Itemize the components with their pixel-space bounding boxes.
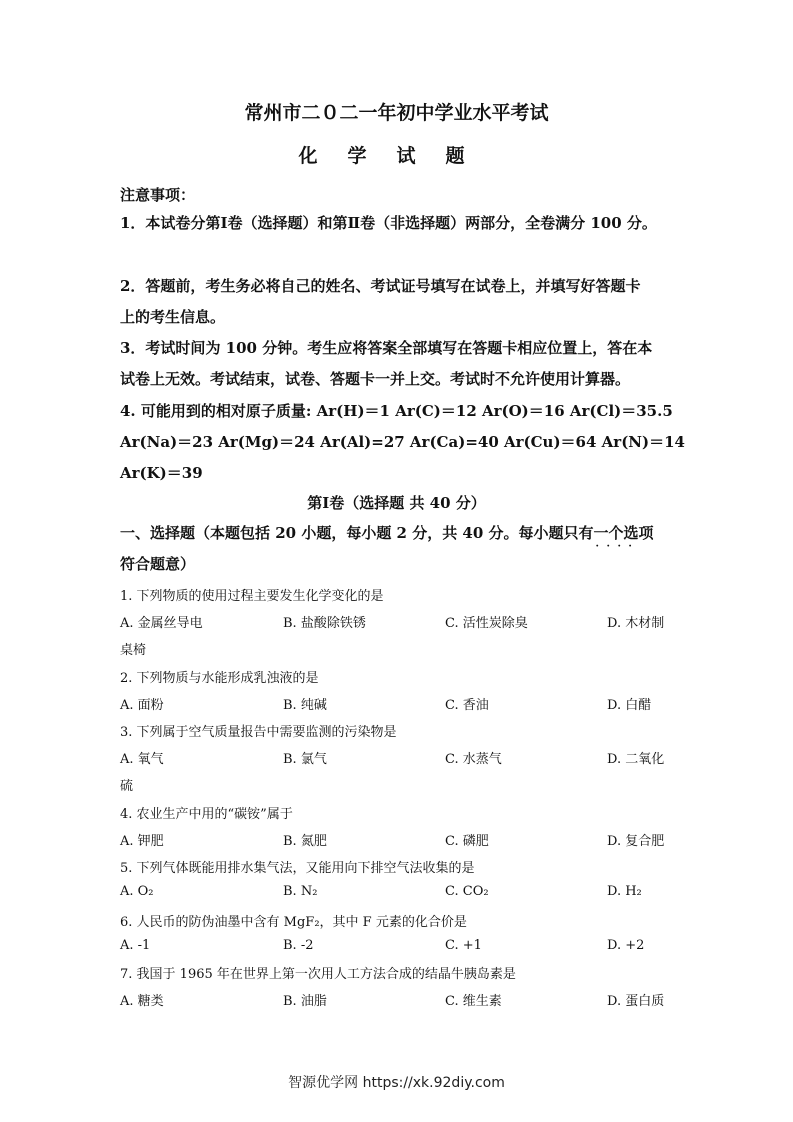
option-d: D. 白醋 bbox=[607, 698, 652, 713]
option-b: B. 盐酸除铁锈 bbox=[283, 616, 366, 631]
question-stem: 7. 我国于 1965 年在世界上第一次用人工方法合成的结晶牛胰岛素是 bbox=[120, 967, 516, 982]
option-b: B. 油脂 bbox=[283, 994, 327, 1009]
option-a: A. 面粉 bbox=[120, 698, 164, 713]
notes-heading: 注意事项： bbox=[120, 186, 196, 204]
option-a: A. O₂ bbox=[120, 884, 154, 899]
option-d: D. 二氧化 bbox=[607, 752, 665, 767]
question-stem: 1. 下列物质的使用过程主要发生化学变化的是 bbox=[120, 589, 384, 604]
part-title: 第Ⅰ卷（选择题 共 40 分） bbox=[307, 494, 486, 512]
option-c: C. 香油 bbox=[445, 698, 489, 713]
exam-subtitle: 化学试题 bbox=[298, 145, 495, 167]
question-stem: 2. 下列物质与水能形成乳浊液的是 bbox=[120, 671, 319, 686]
option-b: B. 氯气 bbox=[283, 752, 327, 767]
option-a: A. 金属丝导电 bbox=[120, 616, 203, 631]
note-2-line-2: 上的考生信息。 bbox=[120, 308, 226, 326]
option-b: B. -2 bbox=[283, 938, 314, 953]
footer-watermark: 智源优学网 https://xk.92diy.com bbox=[288, 1075, 505, 1091]
note-4-line-2: Ar(Na)＝23 Ar(Mg)＝24 Ar(Al)=27 Ar(Ca)=40 Ar(Cu)＝64 Ar(N)＝14 bbox=[120, 433, 685, 451]
option-d: D. H₂ bbox=[607, 884, 642, 899]
option-c: C. 维生素 bbox=[445, 994, 502, 1009]
option-a: A. 糖类 bbox=[120, 994, 164, 1009]
option-d: D. 蛋白质 bbox=[607, 994, 665, 1009]
option-b: B. N₂ bbox=[283, 884, 318, 899]
option-c: C. 活性炭除臭 bbox=[445, 616, 528, 631]
note-3-line-2: 试卷上无效。考试结束，试卷、答题卡一并上交。考试时不允许使用计算器。 bbox=[120, 370, 631, 388]
option-a: A. 钾肥 bbox=[120, 834, 164, 849]
option-wrap: 硫 bbox=[120, 779, 134, 794]
option-b: B. 纯碱 bbox=[283, 698, 327, 713]
question-stem: 4. 农业生产中用的“碳铵”属于 bbox=[120, 807, 293, 822]
note-3-line-1: 3．考试时间为 100 分钟。考生应将答案全部填写在答题卡相应位置上，答在本 bbox=[120, 339, 653, 357]
question-stem: 3. 下列属于空气质量报告中需要监测的污染物是 bbox=[120, 725, 397, 740]
note-4-line-3: Ar(K)＝39 bbox=[120, 464, 203, 482]
question-stem: 5. 下列气体既能用排水集气法，又能用向下排空气法收集的是 bbox=[120, 861, 475, 876]
option-c: C. 磷肥 bbox=[445, 834, 489, 849]
note-2-line-1: 2．答题前，考生务必将自己的姓名、考试证号填写在试卷上，并填写好答题卡 bbox=[120, 277, 641, 295]
instructions-text: 一、选择题（本题包括 20 小题，每小题 2 分，共 40 分。每小题只有 bbox=[120, 524, 594, 542]
note-4-line-1: 4. 可能用到的相对原子质量: Ar(H)＝1 Ar(C)＝12 Ar(O)＝16 Ar(Cl)＝35.5 bbox=[120, 402, 673, 420]
exam-title: 常州市二０二一年初中学业水平考试 bbox=[244, 102, 549, 124]
option-a: A. -1 bbox=[120, 938, 151, 953]
section-instructions-line-1 bbox=[120, 522, 654, 543]
section-instructions-line-2: 符合题意） bbox=[120, 555, 196, 573]
emphasized-phrase: 一个选项 · · · · bbox=[594, 524, 654, 542]
option-c: C. 水蒸气 bbox=[445, 752, 502, 767]
option-d: D. 木材制 bbox=[607, 616, 665, 631]
option-b: B. 氮肥 bbox=[283, 834, 327, 849]
option-c: C. CO₂ bbox=[445, 884, 489, 899]
question-stem: 6. 人民币的防伪油墨中含有 MgF₂，其中 F 元素的化合价是 bbox=[120, 915, 467, 930]
option-a: A. 氧气 bbox=[120, 752, 164, 767]
option-d: D. +2 bbox=[607, 938, 645, 953]
option-wrap: 桌椅 bbox=[120, 643, 147, 658]
note-1: 1．本试卷分第Ⅰ卷（选择题）和第Ⅱ卷（非选择题）两部分，全卷满分 100 分。 bbox=[120, 214, 657, 232]
option-d: D. 复合肥 bbox=[607, 834, 665, 849]
option-c: C. +1 bbox=[445, 938, 482, 953]
